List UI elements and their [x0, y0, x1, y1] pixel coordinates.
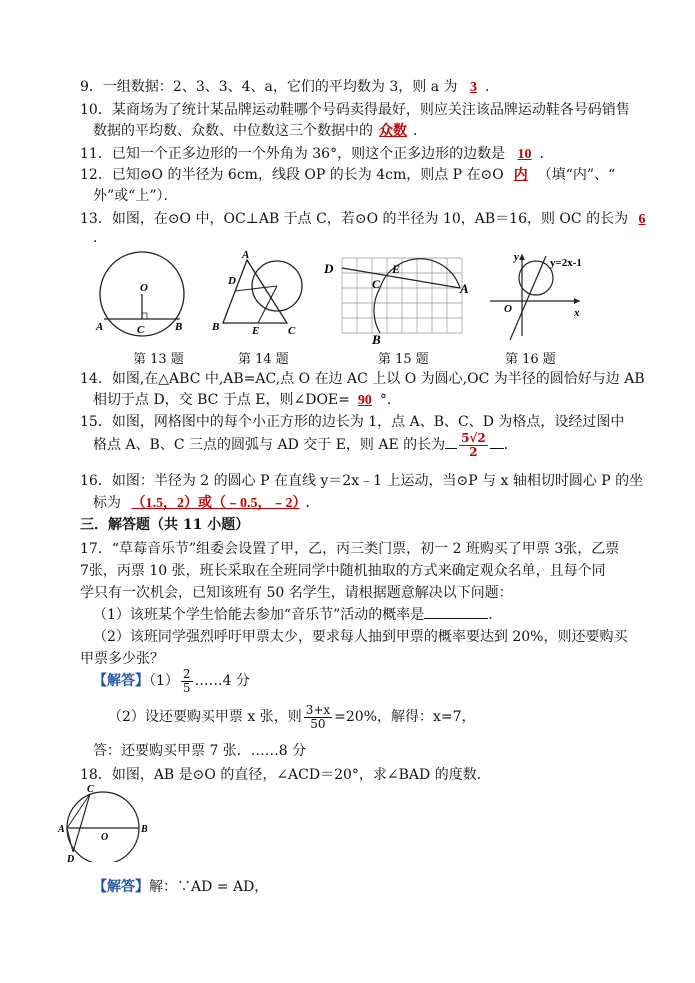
q14-text: 相切于点 D，交 BC 于点 E，则∠DOE= — [93, 392, 350, 408]
q17-a1-score: ……4 分 — [194, 673, 250, 689]
f16-line-equation: y=2x-1 — [550, 257, 582, 269]
f18-label-A: A — [58, 824, 65, 835]
q9-post: ． — [484, 79, 499, 95]
question-10: 10．某商场为了统计某品牌运动鞋哪个号码卖得最好，则应关注该品牌运动鞋各号码销售 — [80, 102, 630, 118]
q12-post: （填“内”、“ — [537, 167, 616, 183]
q9-text: 9．一组数据：2、3、3、4、a，它们的平均数为 3，则 a 为 — [80, 79, 462, 95]
q12-text: 12．已知⊙O 的半径为 6cm，线段 OP 的长为 4cm，则点 P 在⊙O — [80, 167, 504, 183]
caption-15: 第 15 题 — [378, 352, 429, 367]
figure-13 — [95, 252, 184, 336]
question-13 — [80, 210, 652, 229]
q10-post: ． — [413, 123, 427, 139]
q16-answer: （1.5，2）或（﹣0.5，﹣2） — [131, 496, 300, 511]
f15-label-C: C — [372, 277, 381, 291]
question-18: 18．如图，AB 是⊙O 的直径，∠ACD＝20°，求∠BAD 的度数． — [80, 767, 491, 783]
q12-answer: 内 — [513, 168, 528, 183]
q17-a2-fraction — [304, 704, 332, 731]
f14-label-A: A — [242, 249, 250, 261]
f18-label-C: C — [87, 784, 94, 795]
question-17-sub2-line2: 甲票多少张？ — [80, 651, 164, 667]
q16-post: ． — [305, 495, 320, 511]
q14-post: °． — [379, 392, 401, 408]
f13-label-C: C — [137, 324, 145, 336]
q15-text: 格点 A、B、C 三点的圆弧与 AD 交于 E，则 AE 的长为 — [93, 437, 446, 453]
q14-answer: 90 — [357, 393, 372, 408]
q17-a1-fraction — [181, 668, 193, 695]
f15-label-D: D — [324, 261, 334, 276]
question-16-line2 — [93, 494, 319, 513]
q17-answer-1 — [93, 666, 250, 696]
figure-14 — [211, 249, 302, 337]
f15-label-B: B — [372, 332, 381, 347]
figure-15 — [323, 258, 469, 347]
q11-answer: 10 — [517, 147, 532, 162]
f14-label-C: C — [288, 325, 296, 337]
q13-text: 13．如图，在⊙O 中，OC⊥AB 于点 C，若⊙O 的半径为 10，AB＝16，则 OC 的长为 — [80, 211, 633, 227]
q17-a1-num: 2 — [182, 666, 191, 681]
f18-label-B: B — [141, 824, 148, 835]
question-15: 15．如图，网格图中的每个小正方形的边长为 1，点 A、B、C、D 为格点，设经过图中 — [80, 414, 625, 430]
section-3-heading: 三．解答题（共 11 小题） — [80, 517, 250, 533]
q18-answer — [93, 878, 268, 896]
q10-text: 数据的平均数、众数、中位数这三个数据中的 — [93, 123, 373, 139]
q13-answer: 6 — [638, 212, 646, 227]
f14-label-E: E — [252, 325, 260, 337]
f14-label-D: D — [228, 275, 236, 287]
f13-label-A: A — [96, 321, 104, 333]
caption-16: 第 16 题 — [505, 352, 556, 367]
q10-answer: 众数 — [379, 124, 407, 139]
f16-label-O: O — [504, 303, 512, 315]
question-17: 17．“草莓音乐节”组委会设置了甲，乙，丙三类门票，初一 2 班购买了甲票 3张，乙票 — [80, 541, 620, 557]
q17-a1-pre: （1） — [149, 673, 179, 689]
f15-label-E: E — [392, 262, 401, 276]
figures-row — [80, 248, 620, 348]
question-12-line2: 外”或“上”）． — [93, 188, 178, 204]
question-14: 14．如图,在△ABC 中,AB=AC,点 O 在边 AC 上以 O 为圆心,OC 为半径的圆恰好与边 AB — [80, 371, 645, 387]
question-9 — [80, 78, 499, 97]
q11-post: ． — [539, 146, 554, 162]
f18-label-D: D — [67, 854, 75, 862]
f16-label-y: y — [514, 251, 519, 263]
q15-answer-num: 5√2 — [461, 430, 486, 445]
q17-a2-pre: （2）设还要购买甲票 x 张，则 — [108, 709, 302, 725]
question-14-line2 — [93, 391, 401, 410]
q15-answer-den: 2 — [469, 444, 478, 459]
question-16: 16．如图：半径为 2 的圆心 P 在直线 y＝2x﹣1 上运动，当⊙P 与 x 轴相切时圆心 P 的坐 — [80, 473, 644, 489]
f18-label-O: O — [101, 832, 109, 843]
q17-a1-den: 5 — [182, 680, 191, 695]
question-17-line2: 7张，丙票 10 张，班长采取在全班同学中随机抽取的方式来确定观众名单，且每个同 — [80, 563, 606, 579]
q17-answer-3: 答：还要购买甲票 7 张．……8 分 — [93, 743, 307, 759]
q15-answer-fraction — [459, 432, 488, 459]
question-17-sub1: （1）该班某个学生恰能去参加“音乐节”活动的概率是 . — [93, 607, 493, 623]
q16-text: 标为 — [93, 495, 126, 511]
q17-a2-den: 50 — [310, 716, 326, 731]
q15-post: ． — [503, 437, 518, 453]
question-15-line2 — [93, 430, 518, 460]
question-10-line2 — [93, 122, 427, 141]
question-17-sub2: （2）该班同学强烈呼吁甲票太少，要求每人抽到甲票的概率要达到 20%，则还要购买 — [93, 629, 628, 645]
f14-label-B: B — [212, 321, 220, 333]
q17-answer-2 — [108, 702, 476, 732]
f16-label-x: x — [574, 307, 580, 319]
caption-14: 第 14 题 — [238, 352, 289, 367]
q17-sub1-text: （1）该班某个学生恰能去参加“音乐节”活动的概率是 — [93, 607, 425, 623]
question-17-line3: 学只有一次机会，已知该班有 50 名学生，请根据题意解决以下问题： — [80, 585, 513, 601]
q18-answer-tag: 【解答】 — [93, 879, 149, 895]
f13-label-B: B — [175, 321, 183, 333]
question-11 — [80, 145, 554, 164]
q17-answer-tag: 【解答】 — [93, 673, 149, 689]
q11-text: 11．已知一个正多边形的一个外角为 36°，则这个正多边形的边数是 — [80, 146, 510, 162]
q18-answer-text: 解：∵AD = AD， — [149, 879, 269, 895]
q17-a2-num: 3+x — [305, 702, 331, 717]
f13-label-O: O — [140, 282, 148, 294]
question-13-line2: ． — [93, 230, 107, 246]
q9-answer: 3 — [469, 80, 477, 95]
f15-label-A: A — [460, 281, 469, 296]
q17-a2-post: =20%，解得：x=7， — [334, 709, 476, 725]
caption-13: 第 13 题 — [133, 352, 184, 367]
figure-18 — [55, 782, 155, 862]
figure-16 — [490, 251, 582, 340]
question-12 — [80, 166, 615, 185]
